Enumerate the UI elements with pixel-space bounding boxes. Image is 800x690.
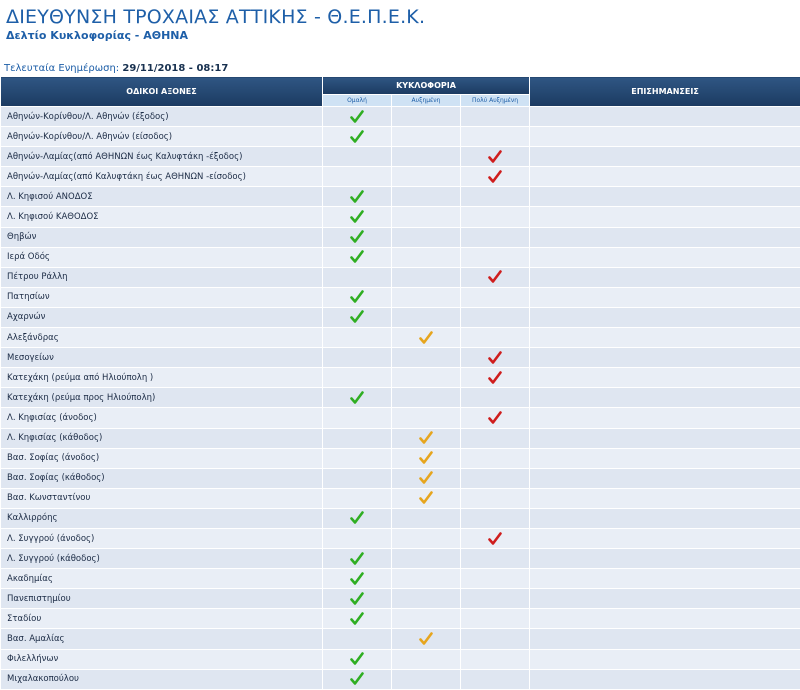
road-name: Κατεχάκη (ρεύμα από Ηλιούπολη ) <box>1 368 323 388</box>
traffic-level-cell <box>323 569 392 589</box>
traffic-level-cell <box>323 127 392 147</box>
notes-cell <box>530 669 800 689</box>
traffic-level-cell <box>392 448 461 468</box>
notes-cell <box>530 488 800 508</box>
road-name: Πανεπιστημίου <box>1 589 323 609</box>
traffic-level-cell <box>461 167 530 187</box>
road-name: Κατεχάκη (ρεύμα προς Ηλιούπολη) <box>1 388 323 408</box>
table-row <box>1 528 800 548</box>
road-name: Αχαρνών <box>1 307 323 327</box>
level-header-very-increased: Πολύ Αυξημένη <box>461 95 530 107</box>
traffic-level-cell <box>392 508 461 528</box>
traffic-level-cell <box>461 368 530 388</box>
notes-cell <box>530 448 800 468</box>
road-name: Βασ. Αμαλίας <box>1 629 323 649</box>
road-name: Αθηνών-Λαμίας(από ΑΘΗΝΩΝ έως Καλυφτάκη -έξοδος) <box>1 147 323 167</box>
road-name: Μιχαλακοπούλου <box>1 669 323 689</box>
table-row <box>1 408 800 428</box>
traffic-level-cell <box>461 307 530 327</box>
notes-cell <box>530 348 800 368</box>
page-subtitle: Δελτίο Κυκλοφορίας - ΑΘΗΝΑ <box>6 29 800 43</box>
check-icon <box>488 351 502 365</box>
table-row <box>1 669 800 689</box>
check-icon <box>419 632 433 646</box>
road-name: Σταδίου <box>1 609 323 629</box>
notes-cell <box>530 227 800 247</box>
traffic-level-cell <box>323 589 392 609</box>
traffic-level-cell <box>323 107 392 127</box>
traffic-level-cell <box>392 348 461 368</box>
notes-cell <box>530 388 800 408</box>
traffic-level-cell <box>461 107 530 127</box>
page-title: ΔΙΕΥΘΥΝΣΗ ΤΡΟΧΑΙΑΣ ΑΤΤΙΚΗΣ - Θ.Ε.Π.Ε.Κ. <box>6 6 800 28</box>
check-icon <box>350 572 364 586</box>
traffic-level-cell <box>461 247 530 267</box>
traffic-level-cell <box>392 167 461 187</box>
road-name: Λ. Κηφισίας (κάθοδος) <box>1 428 323 448</box>
road-name: Λ. Συγγρού (κάθοδος) <box>1 549 323 569</box>
column-header-roads: ΟΔΙΚΟΙ ΑΞΟΝΕΣ <box>1 77 323 107</box>
traffic-level-cell <box>323 287 392 307</box>
notes-cell <box>530 549 800 569</box>
road-name: Ιερά Οδός <box>1 247 323 267</box>
traffic-level-cell <box>461 207 530 227</box>
notes-cell <box>530 428 800 448</box>
check-icon <box>350 130 364 144</box>
check-icon <box>419 451 433 465</box>
road-name: Πέτρου Ράλλη <box>1 267 323 287</box>
traffic-level-cell <box>392 247 461 267</box>
traffic-level-cell <box>323 549 392 569</box>
check-icon <box>350 290 364 304</box>
traffic-level-cell <box>323 147 392 167</box>
check-icon <box>488 411 502 425</box>
traffic-level-cell <box>392 187 461 207</box>
table-row <box>1 388 800 408</box>
road-name: Λ. Κηφισού ΑΝΟΔΟΣ <box>1 187 323 207</box>
table-row <box>1 348 800 368</box>
table-row <box>1 207 800 227</box>
road-name: Λ. Κηφισίας (άνοδος) <box>1 408 323 428</box>
traffic-level-cell <box>461 448 530 468</box>
traffic-level-cell <box>392 569 461 589</box>
check-icon <box>350 511 364 525</box>
traffic-level-cell <box>323 368 392 388</box>
traffic-level-cell <box>461 609 530 629</box>
traffic-level-cell <box>323 408 392 428</box>
table-row <box>1 468 800 488</box>
level-header-normal: Ομαλή <box>323 95 392 107</box>
notes-cell <box>530 287 800 307</box>
road-name: Αθηνών-Κορίνθου/Λ. Αθηνών (έξοδος) <box>1 107 323 127</box>
traffic-level-cell <box>323 669 392 689</box>
check-icon <box>419 491 433 505</box>
road-name: Φιλελλήνων <box>1 649 323 669</box>
table-row <box>1 227 800 247</box>
check-icon <box>350 210 364 224</box>
road-name: Λ. Κηφισού ΚΑΘΟΔΟΣ <box>1 207 323 227</box>
traffic-level-cell <box>461 549 530 569</box>
traffic-level-cell <box>392 207 461 227</box>
check-icon <box>488 371 502 385</box>
traffic-level-cell <box>392 388 461 408</box>
notes-cell <box>530 267 800 287</box>
page-header <box>0 0 800 56</box>
traffic-level-cell <box>323 207 392 227</box>
traffic-level-cell <box>392 528 461 548</box>
last-update-value: 29/11/2018 - 08:17 <box>122 63 228 74</box>
traffic-level-cell <box>392 328 461 348</box>
traffic-level-cell <box>323 448 392 468</box>
notes-cell <box>530 508 800 528</box>
table-row <box>1 167 800 187</box>
notes-cell <box>530 408 800 428</box>
table-row <box>1 428 800 448</box>
check-icon <box>350 552 364 566</box>
notes-cell <box>530 528 800 548</box>
traffic-level-cell <box>461 508 530 528</box>
table-row <box>1 307 800 327</box>
road-name: Βασ. Σοφίας (κάθοδος) <box>1 468 323 488</box>
table-row <box>1 629 800 649</box>
traffic-level-cell <box>461 287 530 307</box>
traffic-level-cell <box>323 187 392 207</box>
traffic-level-cell <box>461 488 530 508</box>
road-name: Βασ. Σοφίας (άνοδος) <box>1 448 323 468</box>
traffic-level-cell <box>461 147 530 167</box>
road-name: Αλεξάνδρας <box>1 328 323 348</box>
road-name: Καλλιρρόης <box>1 508 323 528</box>
notes-cell <box>530 589 800 609</box>
notes-cell <box>530 207 800 227</box>
table-row <box>1 147 800 167</box>
traffic-level-cell <box>323 348 392 368</box>
traffic-level-cell <box>323 247 392 267</box>
traffic-level-cell <box>392 368 461 388</box>
traffic-level-cell <box>323 468 392 488</box>
check-icon <box>350 592 364 606</box>
table-row <box>1 247 800 267</box>
road-name: Αθηνών-Κορίνθου/Λ. Αθηνών (είσοδος) <box>1 127 323 147</box>
check-icon <box>419 471 433 485</box>
check-icon <box>350 310 364 324</box>
traffic-level-cell <box>323 328 392 348</box>
table-row <box>1 508 800 528</box>
traffic-level-cell <box>323 508 392 528</box>
traffic-level-cell <box>461 348 530 368</box>
traffic-level-cell <box>461 428 530 448</box>
traffic-level-cell <box>323 227 392 247</box>
check-icon <box>350 190 364 204</box>
traffic-level-cell <box>461 589 530 609</box>
table-row <box>1 107 800 127</box>
notes-cell <box>530 167 800 187</box>
traffic-level-cell <box>392 147 461 167</box>
notes-cell <box>530 127 800 147</box>
traffic-level-cell <box>323 167 392 187</box>
column-header-notes: ΕΠΙΣΗΜΑΝΣΕΙΣ <box>530 77 800 107</box>
check-icon <box>350 652 364 666</box>
traffic-level-cell <box>392 649 461 669</box>
check-icon <box>350 250 364 264</box>
table-row <box>1 569 800 589</box>
road-name: Θηβών <box>1 227 323 247</box>
table-row <box>1 328 800 348</box>
traffic-level-cell <box>392 127 461 147</box>
table-row <box>1 448 800 468</box>
traffic-level-cell <box>323 428 392 448</box>
road-name: Μεσογείων <box>1 348 323 368</box>
table-row <box>1 267 800 287</box>
table-row <box>1 287 800 307</box>
last-update-label: Τελευταία Ενημέρωση: <box>4 63 119 74</box>
traffic-level-cell <box>461 408 530 428</box>
traffic-level-cell <box>461 187 530 207</box>
notes-cell <box>530 187 800 207</box>
check-icon <box>350 612 364 626</box>
traffic-level-cell <box>461 569 530 589</box>
check-icon <box>350 110 364 124</box>
check-icon <box>488 270 502 284</box>
traffic-level-cell <box>392 609 461 629</box>
table-row <box>1 609 800 629</box>
table-row <box>1 368 800 388</box>
check-icon <box>488 170 502 184</box>
notes-cell <box>530 307 800 327</box>
traffic-table <box>0 76 800 690</box>
traffic-level-cell <box>323 609 392 629</box>
road-name: Λ. Συγγρού (άνοδος) <box>1 528 323 548</box>
traffic-level-cell <box>323 307 392 327</box>
notes-cell <box>530 609 800 629</box>
table-row <box>1 127 800 147</box>
notes-cell <box>530 468 800 488</box>
traffic-level-cell <box>461 227 530 247</box>
notes-cell <box>530 247 800 267</box>
traffic-level-cell <box>461 267 530 287</box>
notes-cell <box>530 649 800 669</box>
traffic-level-cell <box>323 649 392 669</box>
last-update <box>0 62 800 76</box>
road-name: Ακαδημίας <box>1 569 323 589</box>
notes-cell <box>530 569 800 589</box>
table-row <box>1 488 800 508</box>
check-icon <box>419 431 433 445</box>
table-row <box>1 649 800 669</box>
notes-cell <box>530 368 800 388</box>
traffic-level-cell <box>392 408 461 428</box>
traffic-level-cell <box>323 388 392 408</box>
traffic-level-cell <box>461 127 530 147</box>
traffic-level-cell <box>323 488 392 508</box>
level-header-increased: Αυξημένη <box>392 95 461 107</box>
traffic-level-cell <box>461 669 530 689</box>
check-icon <box>488 150 502 164</box>
traffic-rows <box>1 107 800 690</box>
road-name: Βασ. Κωνσταντίνου <box>1 488 323 508</box>
traffic-level-cell <box>392 107 461 127</box>
traffic-level-cell <box>461 649 530 669</box>
table-row <box>1 589 800 609</box>
check-icon <box>350 230 364 244</box>
traffic-level-cell <box>461 468 530 488</box>
traffic-level-cell <box>461 629 530 649</box>
check-icon <box>350 672 364 686</box>
road-name: Αθηνών-Λαμίας(από Καλυφτάκη έως ΑΘΗΝΩΝ -είσοδος) <box>1 167 323 187</box>
traffic-level-cell <box>392 287 461 307</box>
traffic-level-cell <box>392 589 461 609</box>
traffic-level-cell <box>392 307 461 327</box>
traffic-level-cell <box>461 388 530 408</box>
notes-cell <box>530 629 800 649</box>
notes-cell <box>530 328 800 348</box>
column-header-traffic: ΚΥΚΛΟΦΟΡΙΑ <box>323 77 530 95</box>
notes-cell <box>530 107 800 127</box>
traffic-level-cell <box>323 528 392 548</box>
notes-cell <box>530 147 800 167</box>
road-name: Πατησίων <box>1 287 323 307</box>
traffic-level-cell <box>461 528 530 548</box>
traffic-level-cell <box>392 428 461 448</box>
check-icon <box>419 331 433 345</box>
traffic-level-cell <box>392 669 461 689</box>
traffic-level-cell <box>392 468 461 488</box>
check-icon <box>350 391 364 405</box>
traffic-level-cell <box>392 488 461 508</box>
traffic-level-cell <box>392 267 461 287</box>
traffic-level-cell <box>392 227 461 247</box>
traffic-level-cell <box>323 629 392 649</box>
traffic-level-cell <box>461 328 530 348</box>
table-row <box>1 187 800 207</box>
traffic-level-cell <box>392 549 461 569</box>
traffic-level-cell <box>323 267 392 287</box>
check-icon <box>488 532 502 546</box>
traffic-level-cell <box>392 629 461 649</box>
table-row <box>1 549 800 569</box>
